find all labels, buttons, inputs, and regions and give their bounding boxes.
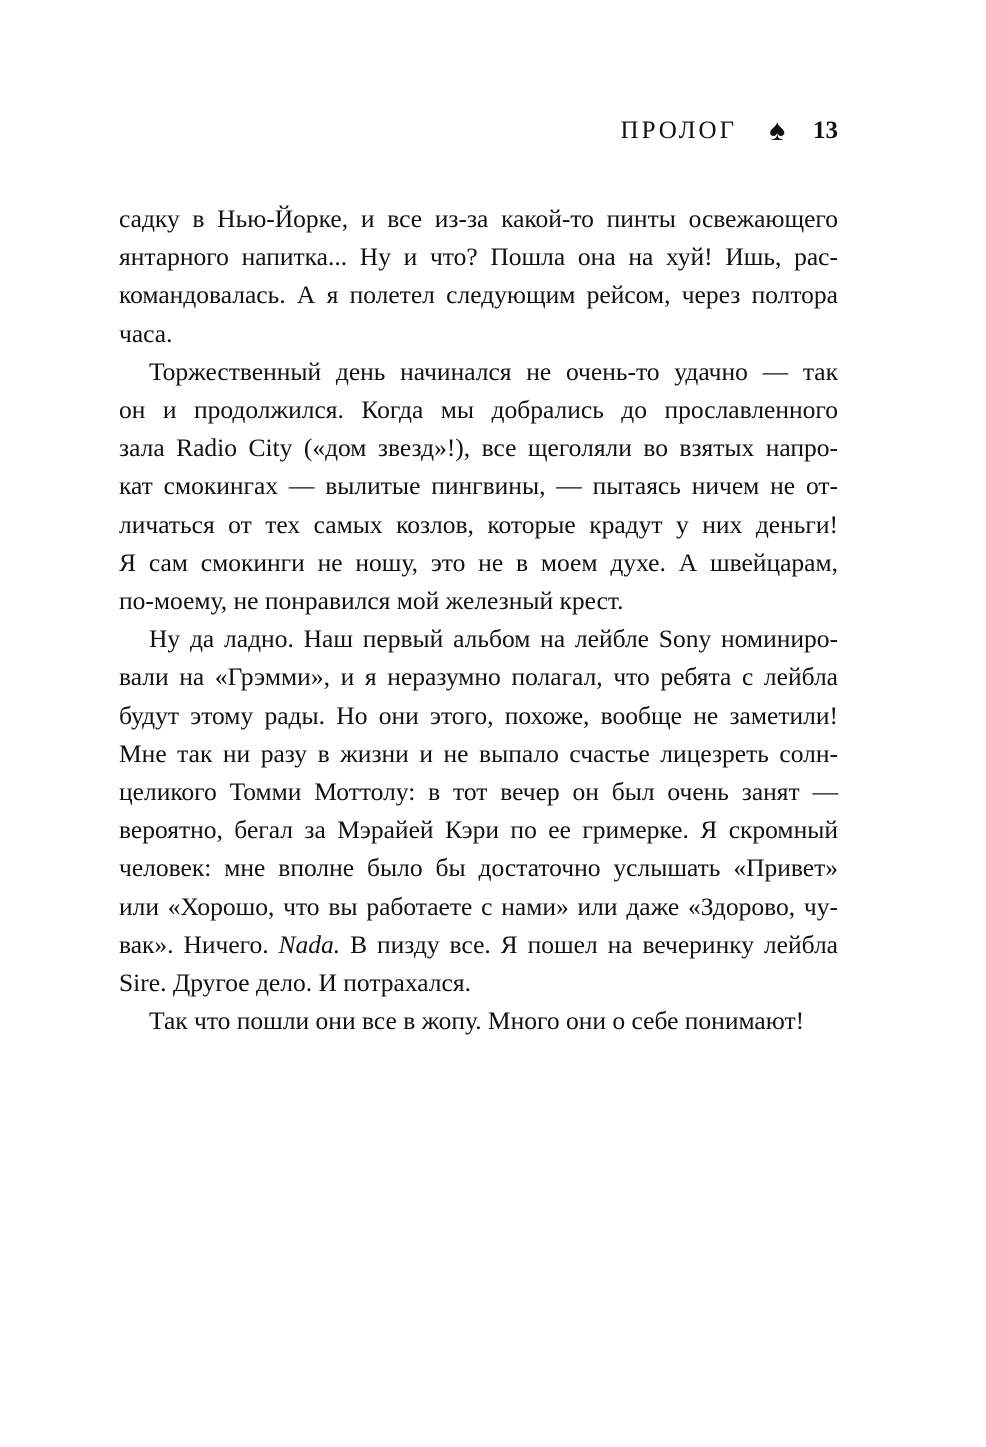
text-line: командовалась. А я полетел следующим рейсом, через полтора xyxy=(119,280,838,310)
text-line: личаться от тех самых козлов, которые крадут у них деньги! xyxy=(119,509,838,539)
paragraph-2 xyxy=(119,353,838,620)
text-line: кат смокингах — вылитые пингвины, — пытаясь ничем не от- xyxy=(119,471,838,501)
text-line: Торжественный день начинался не очень-то удачно — так xyxy=(149,356,838,386)
paragraph-4 xyxy=(119,1002,838,1040)
text-line: будут этому рады. Но они этого, похоже, вообще не заметили! xyxy=(119,700,838,730)
text-line: Так что пошли они все в жопу. Много они о себе понимают! xyxy=(149,1006,805,1036)
text-line: янтарного напитка... Ну и что? Пошла она на хуй! Ишь, рас- xyxy=(119,242,838,272)
text-line: садку в Нью-Йорке, и все из-за какой-то пинты освежающего xyxy=(119,204,838,233)
text-line: Мне так ни разу в жизни и не выпало счастье лицезреть солн- xyxy=(119,738,838,768)
running-head xyxy=(621,116,838,146)
text-line: часа. xyxy=(119,318,173,348)
running-title: ПРОЛОГ xyxy=(620,117,738,144)
text-line: вали на «Грэмми», и я неразумно полагал, что ребята с лейбла xyxy=(119,662,838,692)
text-run: В пизду все. Я пошел на вечеринку лейбла xyxy=(340,929,838,959)
text-line: Ну да ладно. Наш первый альбом на лейбле Sony номиниро- xyxy=(149,624,838,654)
page-number: 13 xyxy=(813,117,838,144)
text-line: Sire. Другое дело. И потрахался. xyxy=(119,968,471,998)
italic-word: Nada. xyxy=(278,929,341,959)
text-line: по-моему, не понравился мой железный крест. xyxy=(119,586,624,616)
text-line: или «Хорошо, что вы работаете с нами» или даже «Здорово, чу- xyxy=(119,891,838,921)
body-text xyxy=(119,200,838,1040)
text-line: зала Radio City («дом звезд»!), все щеголяли во взятых напро- xyxy=(119,433,838,463)
text-line: вероятно, бегал за Мэрайей Кэри по ее гримерке. Я скромный xyxy=(119,815,838,845)
paragraph-3 xyxy=(119,620,838,1002)
text-line: целикого Томми Моттолу: в тот вечер он был очень занят — xyxy=(119,777,838,807)
text-line-with-italic xyxy=(119,926,838,964)
paragraph-1 xyxy=(119,200,838,353)
text-line: Я сам смокинги не ношу, это не в моем духе. А швейцарам, xyxy=(119,547,838,577)
text-run: вак». Ничего. xyxy=(119,929,279,959)
text-line: он и продолжился. Когда мы добрались до прославленного xyxy=(119,395,838,425)
text-line: человек: мне вполне было бы достаточно услышать «Привет» xyxy=(119,853,838,883)
spade-icon: ♠ xyxy=(769,114,785,147)
